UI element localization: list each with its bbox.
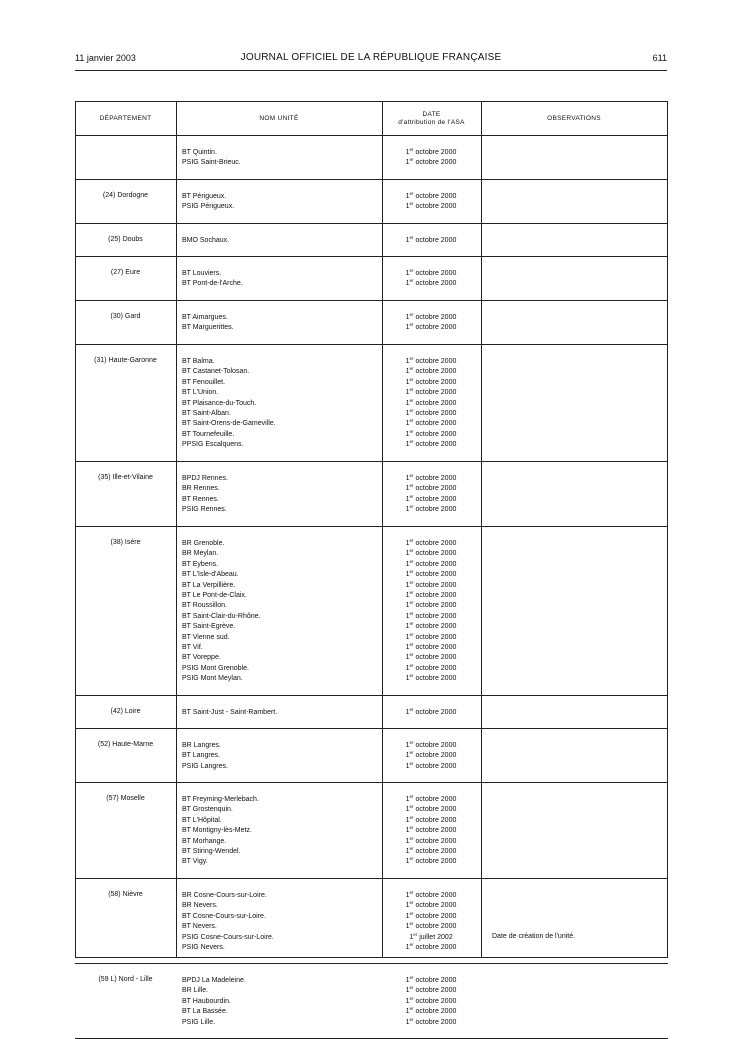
unit-name: BT Rennes. [182,495,219,503]
table-row [75,224,668,257]
asa-date: 1er octobre 2000 [405,814,457,824]
row-units [182,236,229,246]
unit-name: BT Saint-Orens-de-Gameville. [182,420,276,428]
col-header-date [382,101,481,136]
unit-name: BT Tournefeuille. [182,430,235,438]
asa-date: 1er octobre 2000 [405,312,457,321]
col-header-nom-unite: NOM UNITÉ [259,114,299,122]
asa-date: 1er octobre 2000 [405,835,457,845]
row-departement: (35) Ille-et-Vilaine [98,474,153,481]
table-row [75,879,668,964]
row-departement: (30) Gard [110,313,141,320]
row-units [182,474,228,516]
unit-name: BR Meylan. [182,550,219,558]
unit-name: BT Stiring-Wendel. [182,847,241,855]
asa-date: 1er octobre 2000 [405,579,457,589]
table-row [75,964,668,1039]
row-units [182,741,228,772]
asa-date: 1er octobre 2000 [405,548,457,558]
unit-name: BT Grostenquin. [182,806,233,814]
row-dates [381,891,481,953]
asa-date: 1er octobre 2000 [405,760,457,770]
row-units [182,192,234,213]
unit-name: BT Balma. [182,358,215,365]
row-departement: (42) Loire [110,708,141,715]
asa-date: 1er octobre 2000 [405,268,457,277]
col-header-date-title: DATE [422,110,441,118]
unit-name: PPSIG Escalquens. [182,441,244,449]
unit-name: PSIG Cosne-Cours-sur-Loire. [182,933,274,941]
asa-date: 1er octobre 2000 [405,910,457,920]
unit-name: BT Saint-Egrève. [182,623,236,631]
unit-name: BT L'Isle-d'Abeau. [182,571,239,579]
unit-name: BT Aimargues. [182,314,228,321]
col-header-departement: DÉPARTEMENT [99,114,152,122]
unit-name: PSIG Périgueux. [182,203,235,211]
asa-date: 1er octobre 2000 [405,483,457,493]
unit-name: BR Cosne-Cours-sur-Loire. [182,892,267,899]
unit-name: BT L'Union. [182,389,219,397]
asa-date: 1er octobre 2000 [405,631,457,641]
unit-name: BMO Sochaux. [182,237,230,244]
unit-name: BT Voreppe. [182,654,221,662]
row-departement: (38) Isère [110,539,141,546]
unit-name: BT Saint-Alban. [182,409,231,417]
asa-table [75,101,668,1026]
row-units [182,891,274,953]
page-header [75,53,667,67]
journal-title: JOURNAL OFFICIEL DE LA RÉPUBLIQUE FRANÇAISE [240,52,502,63]
row-dates [381,474,481,516]
table-row [75,729,668,783]
unit-name: BT Eybens. [182,560,219,568]
table-row [75,301,668,345]
unit-name: BT Fenouillet. [182,378,226,386]
unit-name: BPDJ La Madeleine. [182,977,246,984]
asa-date: 1er octobre 2000 [405,610,457,620]
asa-date: 1er octobre 2000 [405,407,457,417]
unit-name: BT Saint-Clair-du-Rhône. [182,612,261,620]
row-dates [381,976,481,1028]
asa-date: 1er octobre 2000 [405,439,457,449]
table-row [75,257,668,301]
unit-name: PSIG Rennes. [182,506,227,514]
asa-date: 1er octobre 2000 [405,589,457,599]
unit-name: BT Castanet-Tolosan. [182,368,250,376]
asa-date: 1er octobre 2000 [405,504,457,514]
row-departement: (58) Nièvre [108,891,143,898]
asa-date: 1er octobre 2000 [405,707,457,716]
asa-date: 1er octobre 2000 [405,740,457,749]
unit-name: BT Périgueux. [182,193,227,200]
asa-date: 1er octobre 2000 [405,890,457,899]
row-departement: (31) Haute-Garonne [94,357,157,364]
asa-date: 1er octobre 2000 [405,428,457,438]
asa-date: 1er octobre 2000 [405,147,457,156]
asa-date: 1er octobre 2000 [405,278,457,288]
unit-name: BT Quintin. [182,149,217,156]
asa-date: 1er octobre 2000 [405,397,457,407]
unit-name: BT L'Hôpital. [182,816,222,824]
row-observation: Date de création de l'unité. [492,932,576,940]
unit-name: PSIG Mont Grenoble. [182,664,249,672]
asa-date: 1er octobre 2000 [405,662,457,672]
row-departement: (59 L) Nord - Lille [98,976,153,983]
row-units [182,708,277,718]
asa-date: 1er octobre 2000 [405,538,457,547]
asa-date: 1er octobre 2000 [405,356,457,365]
unit-name: BT Freyming-Merlebach. [182,796,259,803]
unit-name: BT Nevers. [182,923,217,931]
unit-name: PSIG Lille. [182,1018,216,1026]
col-header-observations: OBSERVATIONS [547,114,601,122]
asa-date: 1er octobre 2000 [405,493,457,503]
table-row [75,783,668,879]
asa-date: 1er octobre 2000 [405,985,457,995]
unit-name: BPDJ Rennes. [182,475,228,482]
row-units [182,539,260,684]
unit-name: PSIG Nevers. [182,943,225,951]
asa-date: 1er octobre 2000 [405,322,457,332]
asa-date: 1er octobre 2000 [405,366,457,376]
asa-date: 1er octobre 2000 [405,201,457,211]
asa-date: 1er octobre 2000 [405,825,457,835]
unit-name: BT Marguerittes. [182,324,234,332]
row-departement: (24) Dordogne [102,192,149,199]
row-departement: (27) Eure [110,269,141,276]
unit-name: BT Roussillon. [182,602,228,610]
unit-name: BR Rennes. [182,485,220,493]
row-units [182,269,243,290]
table-bottom-border [75,957,668,958]
col-header-date-sub: d'attribution de l'ASA [398,118,465,126]
unit-name: BR Grenoble. [182,540,225,547]
row-units [182,795,259,868]
asa-date: 1er octobre 2000 [405,921,457,931]
row-dates [381,357,481,451]
asa-date: 1er octobre 2000 [405,750,457,760]
unit-name: BT Morhange. [182,837,227,845]
row-dates [381,741,481,772]
asa-date: 1er octobre 2000 [405,641,457,651]
unit-name: BT Saint-Just - Saint-Rambert. [182,709,278,716]
row-units [182,976,246,1028]
header-rule [75,70,667,71]
table-row [75,136,668,180]
asa-date: 1er octobre 2000 [405,652,457,662]
row-units [182,313,234,334]
asa-date: 1er octobre 2000 [405,235,457,244]
asa-date: 1er juillet 2002 [409,931,453,941]
row-dates [381,795,481,868]
asa-date: 1er octobre 2000 [405,1006,457,1016]
table-row [75,462,668,527]
asa-date: 1er octobre 2000 [405,600,457,610]
page-number: 611 [652,53,667,63]
unit-name: BT Le Pont-de-Claix. [182,591,247,599]
table-row [75,527,668,696]
unit-name: BT Pont-de-l'Arche. [182,280,243,288]
asa-date: 1er octobre 2000 [405,804,457,814]
asa-date: 1er octobre 2000 [405,376,457,386]
unit-name: BT Vienne sud. [182,633,230,641]
asa-date: 1er octobre 2000 [405,673,457,683]
row-departement: (57) Moselle [106,795,145,802]
row-departement: (25) Doubs [108,236,143,243]
asa-date: 1er octobre 2000 [405,191,457,200]
header-date: 11 janvier 2003 [75,53,136,63]
unit-name: BR Langres. [182,742,221,749]
row-dates [381,708,481,718]
unit-name: BT Montigny-lès-Metz. [182,827,252,835]
row-units [182,148,241,169]
row-dates [381,269,481,290]
asa-date: 1er octobre 2000 [405,473,457,482]
row-departement: (52) Haute-Marne [97,741,154,748]
unit-name: BT Langres. [182,752,221,760]
unit-name: BT Louviers. [182,270,222,277]
unit-name: PSIG Langres. [182,762,228,770]
asa-date: 1er octobre 2000 [405,856,457,866]
row-units [182,357,276,451]
row-dates [381,148,481,169]
table-row [75,180,668,224]
unit-name: BT Vigy. [182,858,208,866]
unit-name: BR Lille. [182,987,209,995]
asa-date: 1er octobre 2000 [405,569,457,579]
asa-date: 1er octobre 2000 [405,900,457,910]
table-row [75,696,668,729]
unit-name: BT La Verpillière. [182,581,236,589]
unit-name: BT Plaisance-du-Touch. [182,399,257,407]
unit-name: BT Cosne-Cours-sur-Loire. [182,912,266,920]
asa-date: 1er octobre 2000 [405,1016,457,1026]
asa-date: 1er octobre 2000 [405,558,457,568]
unit-name: PSIG Mont Meylan. [182,675,243,683]
asa-date: 1er octobre 2000 [405,995,457,1005]
row-dates [381,236,481,246]
row-dates [381,192,481,213]
asa-date: 1er octobre 2000 [405,794,457,803]
row-dates [381,539,481,684]
asa-date: 1er octobre 2000 [405,387,457,397]
asa-date: 1er octobre 2000 [405,975,457,984]
unit-name: BR Nevers. [182,902,218,910]
asa-date: 1er octobre 2000 [405,157,457,167]
unit-name: BT Haubourdin. [182,997,231,1005]
table-row [75,345,668,462]
row-dates [381,313,481,334]
unit-name: PSIG Saint-Brieuc. [182,159,241,167]
asa-date: 1er octobre 2000 [405,941,457,951]
unit-name: BT Vif. [182,643,203,651]
asa-date: 1er octobre 2000 [405,418,457,428]
asa-date: 1er octobre 2000 [405,621,457,631]
asa-date: 1er octobre 2000 [405,845,457,855]
unit-name: BT La Bassée. [182,1008,228,1016]
